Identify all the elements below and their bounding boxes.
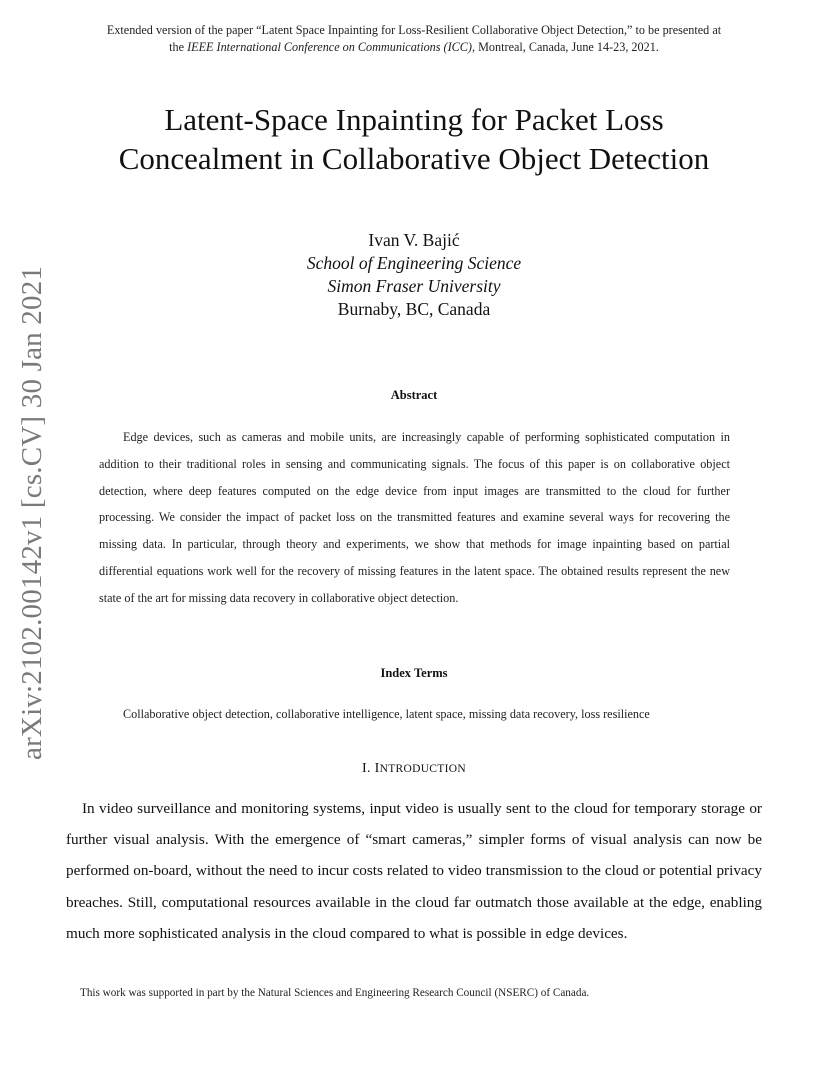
index-terms-heading: Index Terms [380, 666, 448, 680]
section-heading-introduction [40, 761, 788, 777]
arxiv-identifier-stamp: arXiv:2102.00142v1 [cs.CV] 30 Jan 2021 [16, 265, 48, 760]
conference-venue: IEEE International Conference on Communications (ICC) [187, 40, 472, 54]
index-terms-text: Collaborative object detection, collaborative intelligence, latent space, missing data recovery, loss resilience [123, 707, 650, 721]
paper-title [40, 100, 788, 178]
author-location: Burnaby, BC, Canada [337, 299, 491, 319]
conference-note-suffix: , Montreal, Canada, June 14-23, 2021. [472, 40, 659, 54]
abstract-heading: Abstract [390, 388, 438, 402]
conference-note-the: the [169, 40, 185, 54]
conference-note-line2 [40, 39, 788, 56]
paper-title-line1: Latent-Space Inpainting for Packet Loss [164, 102, 664, 137]
conference-note-line1: Extended version of the paper “Latent Space Inpainting for Loss-Resilient Collaborative Object Detection,” to be presented at [106, 23, 722, 37]
author-department: School of Engineering Science [306, 253, 522, 273]
author-university: Simon Fraser University [327, 276, 501, 296]
section-title-initial: I [374, 761, 380, 776]
author-block [40, 229, 788, 321]
section-title [375, 761, 466, 776]
funding-footnote: This work was supported in part by the Natural Sciences and Engineering Research Council (NSERC) of Canada. [80, 987, 590, 999]
section-title-smallcaps: NTRODUCTION [379, 763, 466, 775]
section-number: I. [362, 761, 371, 776]
conference-note [40, 22, 788, 56]
paper-title-line2: Concealment in Collaborative Object Detection [118, 141, 710, 176]
author-name: Ivan V. Bajić [368, 230, 460, 250]
abstract-text: Edge devices, such as cameras and mobile units, are increasingly capable of performing sophisticated computation in addition to their traditional roles in sensing and communicating signals. The focus of this paper is on collaborative object detection, where deep features computed on the edge device from input images are transmitted to the cloud for further processing. We consider the impact of packet loss on the transmitted features and examine several ways for recovering the missing data. In particular, through theory and experiments, we show that methods for image inpainting based on partial differential equations work well for the recovery of missing features in the latent space. The obtained results represent the new state of the art for missing data recovery in collaborative object detection. [99, 430, 730, 605]
introduction-paragraph: In video surveillance and monitoring systems, input video is usually sent to the cloud for temporary storage or further visual analysis. With the emergence of “smart cameras,” simpler forms of visual analysis can now be performed on-board, without the need to incur costs related to video transmission to the cloud or potential privacy breaches. Still, computational resources available in the cloud far outmatch those available at the edge, enabling much more sophisticated analysis in the cloud compared to what is possible in edge devices. [66, 800, 762, 942]
